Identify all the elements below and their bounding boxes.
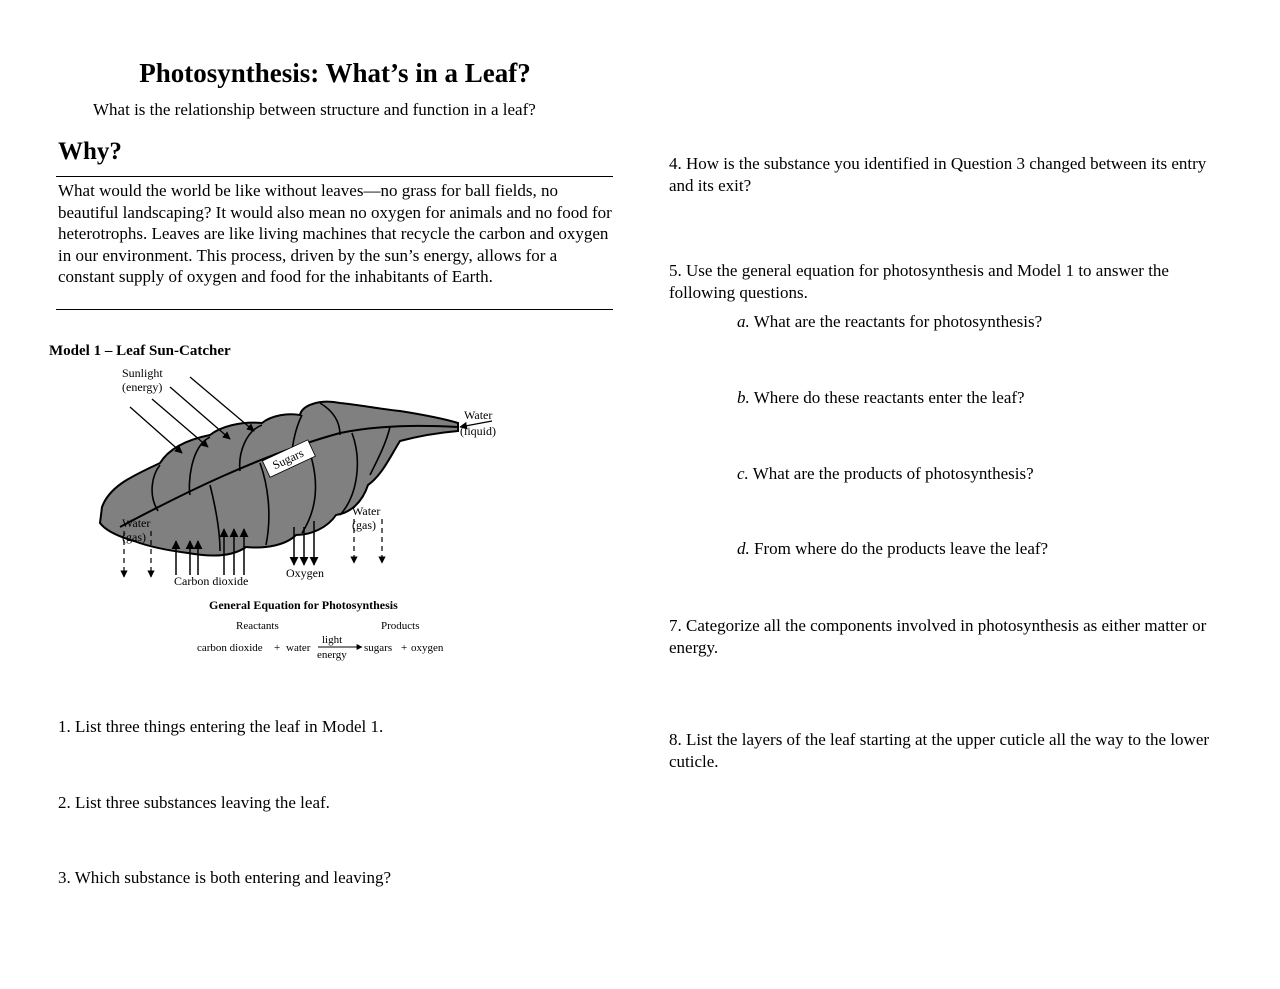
question-5b bbox=[737, 388, 1025, 408]
sunlight-arrow bbox=[190, 377, 254, 431]
product-oxygen: oxygen bbox=[411, 642, 444, 654]
model-title: Model 1 – Leaf Sun-Catcher bbox=[49, 343, 231, 359]
reactants-label: Reactants bbox=[236, 620, 279, 632]
question-5: 5. Use the general equation for photosynthesis and Model 1 to answer the following questions. bbox=[669, 261, 1169, 302]
sugars-label: Sugars bbox=[270, 445, 306, 473]
question-5a bbox=[737, 312, 1042, 332]
reactant-carbon-dioxide: carbon dioxide bbox=[197, 642, 263, 654]
question-2: 2. List three substances leaving the leaf. bbox=[58, 793, 330, 812]
question-5a-text: What are the reactants for photosynthesis? bbox=[749, 312, 1043, 331]
why-heading: Why? bbox=[58, 138, 122, 165]
water-gas-right-label: Water bbox=[352, 504, 381, 518]
reactant-water: water bbox=[286, 642, 311, 654]
oxygen-label: Oxygen bbox=[286, 566, 324, 580]
question-5c-text: What are the products of photosynthesis? bbox=[748, 464, 1034, 483]
question-5d bbox=[737, 539, 1048, 559]
products-label: Products bbox=[381, 620, 420, 632]
question-5d-letter: d. bbox=[737, 539, 750, 558]
sunlight-label: Sunlight bbox=[122, 366, 163, 380]
equation-plus: + bbox=[401, 642, 408, 654]
question-8: 8. List the layers of the leaf starting at the upper cuticle all the way to the lower cuticle. bbox=[669, 730, 1210, 771]
arrow-energy-label: energy bbox=[317, 649, 347, 661]
sunlight-arrow bbox=[130, 407, 182, 453]
question-5c-letter: c. bbox=[737, 464, 749, 483]
equation-plus: + bbox=[274, 642, 281, 654]
question-5b-letter: b. bbox=[737, 388, 750, 407]
question-1: 1. List three things entering the leaf in Model 1. bbox=[58, 717, 384, 736]
question-5d-text: From where do the products leave the leaf? bbox=[749, 539, 1049, 558]
page-subtitle: What is the relationship between structure and function in a leaf? bbox=[93, 100, 536, 119]
water-gas-right-sub-label: (gas) bbox=[352, 518, 376, 532]
divider-top bbox=[56, 176, 613, 177]
question-5a-letter: a. bbox=[737, 312, 750, 331]
sunlight-arrow bbox=[170, 387, 230, 439]
carbon-dioxide-label: Carbon dioxide bbox=[174, 574, 249, 588]
water-liquid-label: Water bbox=[464, 408, 493, 422]
question-5b-text: Where do these reactants enter the leaf? bbox=[749, 388, 1025, 407]
intro-paragraph: What would the world be like without leaves—no grass for ball fields, no beautiful landscaping? It would also mean no oxygen for animals and no food for heterotrophs. Leaves are like living machines that recycle the carbon and oxygen in our environment. This process, driven by the sun’s energy, allows for a constant supply of oxygen and food for the inhabitants of Earth. bbox=[58, 181, 612, 286]
equation-heading: General Equation for Photosynthesis bbox=[209, 598, 398, 612]
question-5c bbox=[737, 464, 1034, 484]
product-sugars: sugars bbox=[364, 642, 393, 654]
water-gas-left-sub-label: (gas) bbox=[122, 530, 146, 544]
page-title: Photosynthesis: What’s in a Leaf? bbox=[139, 58, 531, 88]
question-3: 3. Which substance is both entering and leaving? bbox=[58, 868, 391, 887]
question-4: 4. How is the substance you identified in Question 3 changed between its entry and its exit? bbox=[669, 154, 1207, 195]
water-gas-left-label: Water bbox=[122, 516, 151, 530]
sunlight-sub-label: (energy) bbox=[122, 380, 163, 394]
arrow-light-label: light bbox=[322, 634, 343, 646]
water-liquid-sub-label: (liquid) bbox=[460, 424, 496, 438]
sunlight-arrow bbox=[152, 399, 208, 447]
question-7: 7. Categorize all the components involved in photosynthesis as either matter or energy. bbox=[669, 616, 1207, 657]
leaf-model-figure bbox=[40, 335, 520, 675]
divider-bottom bbox=[56, 309, 613, 310]
